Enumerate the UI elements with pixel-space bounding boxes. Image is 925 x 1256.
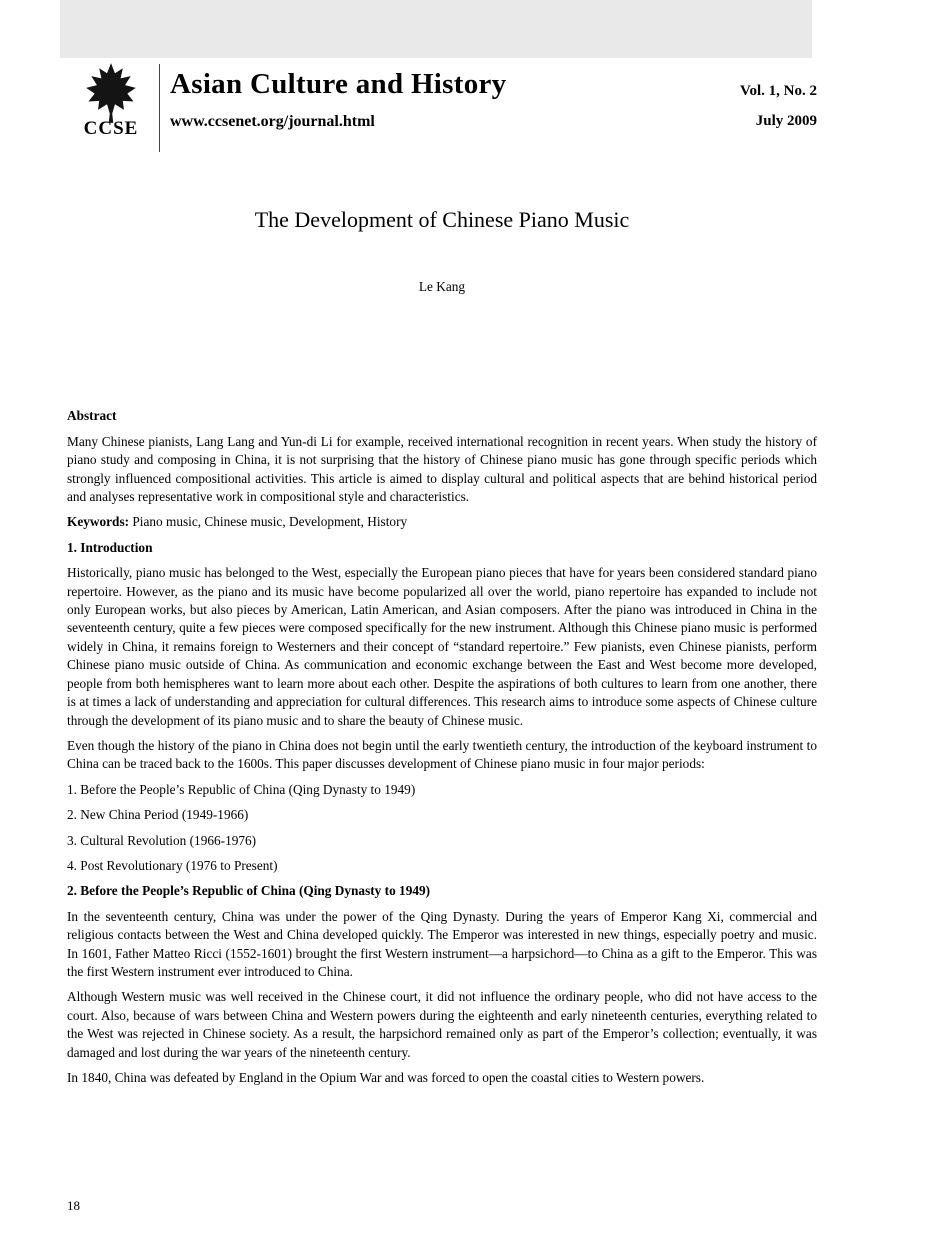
period-item-4: 4. Post Revolutionary (1976 to Present)	[67, 857, 278, 873]
section-2-paragraph-1: In the seventeenth century, China was under the power of the Qing Dynasty. During the years of Emperor Kang Xi, commercial and religious contacts between the West and China developed quickly. The Emperor was interested in new things, especially poetry and music. In 1601, Father Matteo Ricci (1552-1601) brought the first Western instrument—a harpsichord—to China as a gift to the Emperor. This was the first Western instrument ever introduced to China.	[67, 908, 817, 979]
logo-divider	[159, 64, 160, 152]
journal-title: Asian Culture and History	[170, 68, 507, 100]
section-2-paragraph-3: In 1840, China was defeated by England in the Opium War and was forced to open the coastal cities to Western powers.	[67, 1070, 705, 1085]
journal-header	[67, 62, 817, 152]
volume-number: Vol. 1, No. 2	[740, 83, 817, 99]
introduction-paragraph-1: Historically, piano music has belonged to the West, especially the European piano pieces that have for years been considered standard piano repertoire. However, as the piano and its music have become popularized all over the world, piano repertoire has expanded to include not only European works, but also pieces by American, Latin American, and Asian composers. After the piano was introduced in China in the seventeenth century, quite a few pieces were composed specifically for the new instrument. Although this Chinese piano music is performed widely in China, it remains foreign to Westerners and their concept of “standard repertoire.” Few pianists, even Chinese pianists, perform Chinese piano music outside of China. As communication and economic exchange between the East and West become more developed, people from both hemispheres want to learn more about each other. Despite the aspirations of both cultures to learn from one another, there is at times a lack of understanding and appreciation for cultural differences. This research aims to introduce some aspects of Chinese culture through the development of its piano music and to share the beauty of Chinese music.	[67, 565, 817, 728]
introduction-paragraph-2: Even though the history of the piano in China does not begin until the early twentieth century, the introduction of the keyboard instrument to China can be traced back to the 1600s. This paper discusses development of Chinese piano music in four major periods:	[67, 737, 817, 772]
scan-artifact-band	[60, 0, 812, 58]
period-item-1: 1. Before the People’s Republic of China (Qing Dynasty to 1949)	[67, 781, 416, 797]
keywords-text: Piano music, Chinese music, Development, History	[132, 514, 408, 530]
page-number: 18	[67, 1198, 80, 1213]
section-2-heading: 2. Before the People’s Republic of China (Qing Dynasty to 1949)	[67, 883, 431, 899]
section-2-paragraph-2: Although Western music was well received in the Chinese court, it did not influence the ordinary people, who did not have access to the court. Also, because of wars between China and Western powers during the eighteenth and early nineteenth centuries, everything related to the West was rejected in Chinese society. As a result, the harpsichord remained only as part of the Emperor’s collection; eventually, it was damaged and lost during the war years of the nineteenth century.	[67, 989, 817, 1060]
journal-title-block	[170, 62, 740, 131]
maple-leaf-icon	[67, 62, 155, 124]
journal-url: www.ccsenet.org/journal.html	[170, 113, 375, 130]
keywords-line	[67, 513, 817, 531]
article-body	[67, 205, 817, 1094]
abstract-heading: Abstract	[67, 408, 117, 424]
abstract-text: Many Chinese pianists, Lang Lang and Yun-di Li for example, received international recognition in recent years. When study the history of piano study and composing in China, it is not surprising that the history of Chinese piano music has gone through specific periods which strongly influenced compositional activities. This article is aimed to display cultural and political aspects that are behind historical period and analyses representative work in compositional style and characteristics.	[67, 433, 817, 505]
article-title: The Development of Chinese Piano Music	[254, 207, 630, 232]
introduction-heading: 1. Introduction	[67, 539, 153, 555]
issue-date: July 2009	[755, 113, 817, 129]
ccse-logo	[67, 62, 155, 140]
issue-block	[740, 62, 817, 136]
ccse-logo-text: CCSE	[83, 118, 139, 139]
keywords-label: Keywords:	[67, 514, 130, 530]
period-item-3: 3. Cultural Revolution (1966-1976)	[67, 832, 257, 848]
author-name: Le Kang	[418, 279, 466, 294]
period-item-2: 2. New China Period (1949-1966)	[67, 807, 249, 823]
